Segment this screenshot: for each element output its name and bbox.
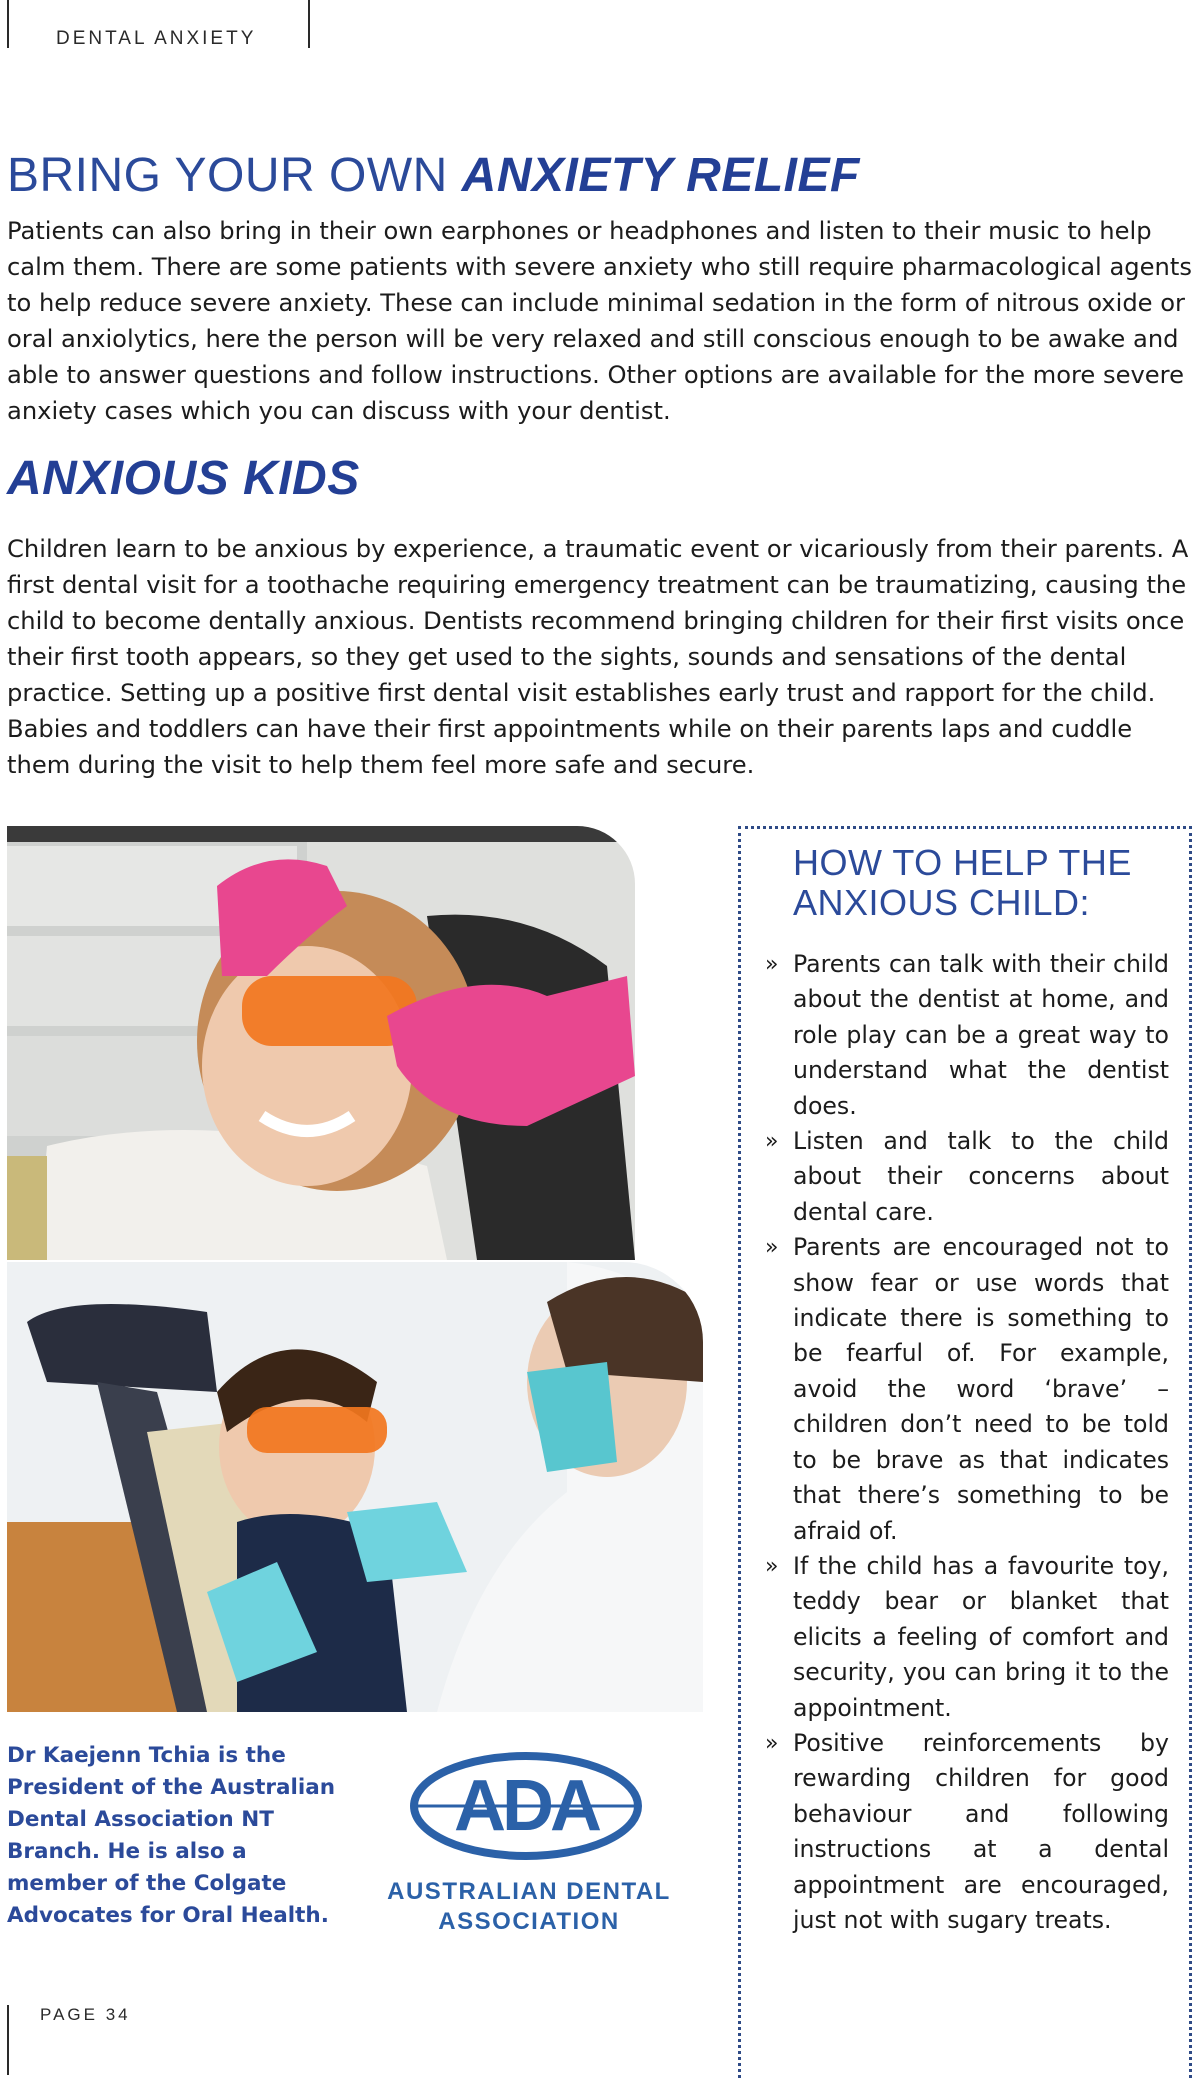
ada-name-line1: AUSTRALIAN DENTAL [387, 1878, 671, 1905]
photo-boy-with-dentist [7, 1262, 703, 1712]
bullet-icon: » [765, 952, 779, 977]
anxious-kids-paragraph: Children learn to be anxious by experience, a traumatic event or vicariously from their parents. A first dental visit for a toothache requiring emergency treatment can be traumatizing, causing the child to become dentally anxious. Dentists recommend bringing children for their first visits once their first tooth appears, so they get used to the sights, sounds and sensations of the dental practice. Setting up a positive first dental visit establishes early trust and rapport for the child. Babies and toddlers can have their first appointments while on their parents laps and cuddle them during the visit to help them feel more safe and secure. [7, 535, 1189, 779]
tips-sidebar [738, 826, 1192, 2078]
heading-anxious-kids: ANXIOUS KIDS [7, 452, 360, 505]
footer-rule [7, 2005, 9, 2075]
bullet-icon: » [765, 1730, 779, 1756]
anxiety-relief-paragraph: Patients can also bring in their own earphones or headphones and listen to their music to help calm them. There are some patients with severe anxiety who still require pharmacological agents to help reduce severe anxiety. These can include minimal sedation in the form of nitrous oxide or oral anxiolytics, here the person will be very relaxed and still conscious enough to be awake and able to answer questions and follow instructions. Other options are available for the more severe anxiety cases which you can discuss with your dentist. [7, 217, 1192, 425]
author-caption: Dr Kaejenn Tchia is the President of the Australian Dental Association NT Branch. He is also a member of the Colgate Advocates for Oral Health. [7, 1743, 336, 1928]
header-left-rule [7, 0, 9, 48]
tip-item [765, 1230, 1169, 1549]
tip-item [765, 1124, 1169, 1230]
heading-plain: BRING YOUR OWN [7, 149, 448, 202]
bullet-icon: » [765, 1235, 779, 1261]
ada-logo-mark: ADA [454, 1766, 598, 1846]
sidebar-title [793, 843, 1132, 923]
bullet-icon: » [765, 1553, 779, 1579]
heading-anxiety-relief [7, 148, 860, 203]
section-label: DENTAL ANXIETY [56, 28, 257, 49]
tip-text: Positive reinforcements by rewarding children for good behaviour and following instructions at a dental appointment are encouraged, just not with sugary treats. [793, 1728, 1169, 1934]
ada-name-line2: ASSOCIATION [438, 1908, 620, 1935]
tip-text: If the child has a favourite toy, teddy bear or blanket that elicits a feeling of comfort and security, you can bring it to the appointment. [793, 1551, 1169, 1722]
page-number: PAGE 34 [40, 2005, 131, 2024]
header-right-rule [308, 0, 310, 48]
photo-girl-dental-chair [7, 826, 635, 1260]
tip-text: Parents are encouraged not to show fear or use words that indicate there is something to be fearful of. For example, avoid the word ‘brave’ – children don’t need to be told to be brave as that indicates that there’s something to be afraid of. [793, 1233, 1169, 1545]
tip-item [765, 947, 1169, 1124]
tip-item [765, 1726, 1169, 1938]
bullet-icon: » [765, 1129, 779, 1155]
heading-emphasis: ANXIETY RELIEF [461, 149, 860, 202]
tip-text: Listen and talk to the child about their concerns about dental care. [793, 1127, 1169, 1226]
tip-text: Parents can talk with their child about the dentist at home, and role play can be a great way to understand what the dentist does. [793, 950, 1169, 1120]
sidebar-title-line1: HOW TO HELP THE [793, 842, 1132, 883]
tips-list [765, 947, 1169, 1938]
sidebar-title-line2: ANXIOUS CHILD: [793, 882, 1091, 923]
tip-item [765, 1549, 1169, 1726]
